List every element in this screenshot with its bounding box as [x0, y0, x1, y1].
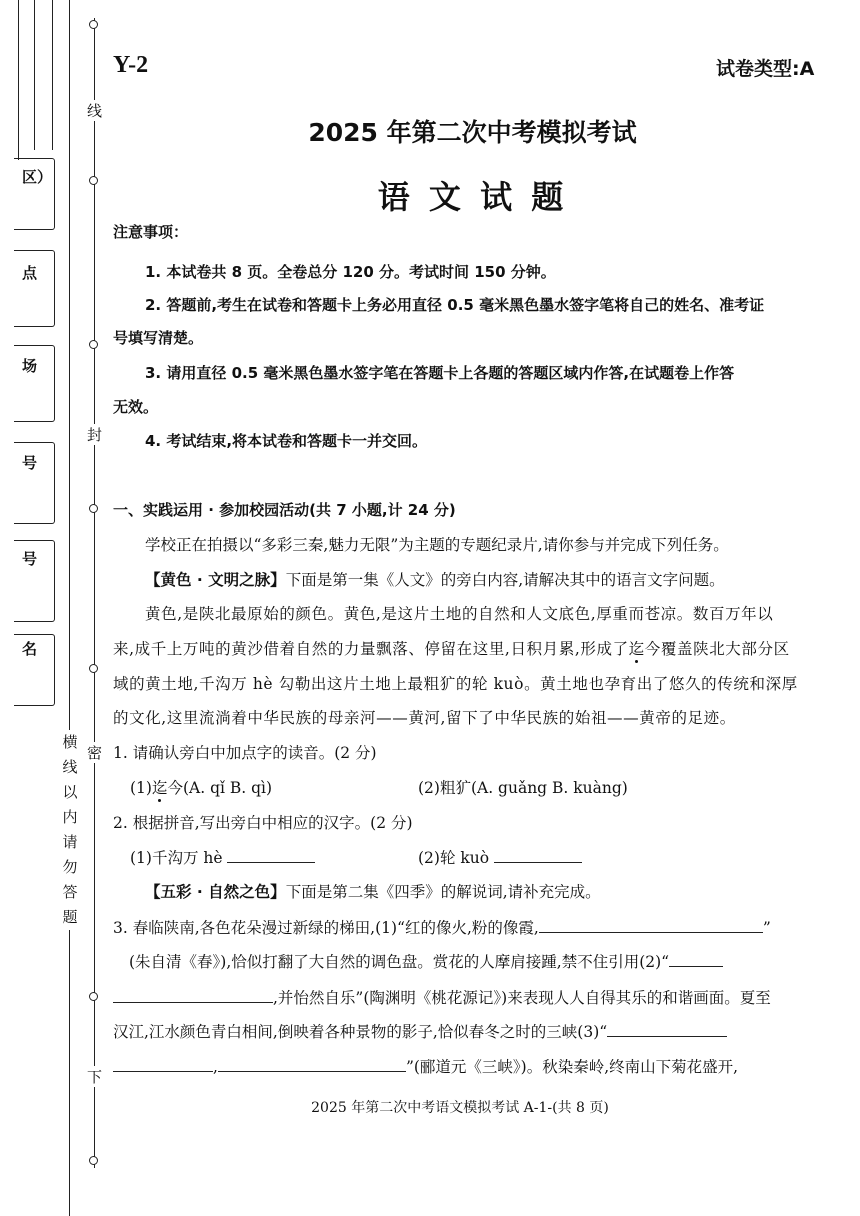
- question-2-part-a: [130, 848, 315, 868]
- cut-mark-xian: 线: [87, 102, 103, 120]
- field-label: 区）: [22, 168, 53, 186]
- binding-hole: [89, 504, 98, 513]
- question-3-line: [113, 1057, 738, 1077]
- binding-hole: [89, 664, 98, 673]
- margin-instruction: 横 线 以 内 请 勿 答 题: [61, 730, 79, 930]
- note-item: 1. 本试卷共 8 页。全卷总分 120 分。考试时间 150 分钟。: [145, 263, 556, 281]
- paper-code: Y-2: [113, 52, 149, 78]
- cut-mark-xia: 下: [87, 1068, 103, 1086]
- dotted-char: 迄: [628, 640, 645, 658]
- answer-blank[interactable]: [227, 848, 315, 863]
- part1-text: 下面是第一集《人文》的旁白内容,请解决其中的语言文字问题。: [285, 571, 725, 589]
- question-text: 汉江,江水颜色青白相间,倒映着各种景物的影子,恰似春冬之时的三峡(3)“: [113, 1023, 608, 1041]
- field-label: 号: [22, 550, 38, 568]
- answer-blank[interactable]: [113, 988, 273, 1003]
- answer-blank[interactable]: [607, 1022, 727, 1037]
- field-label: 场: [22, 357, 38, 375]
- note-item: 无效。: [113, 398, 159, 416]
- answer-blank[interactable]: [494, 848, 582, 863]
- notes-heading: 注意事项：: [113, 223, 189, 241]
- option-prefix: (1): [130, 779, 152, 797]
- question-text: 3. 春临陕南,各色花朵漫过新绿的梯田,(1)“红的像火,粉的像霞,: [113, 919, 539, 937]
- cut-mark-feng: 封: [87, 426, 103, 444]
- question-2-part-b: [418, 848, 582, 868]
- passage-text: 今覆盖陕北大部分区: [644, 640, 790, 658]
- subject-title: 语 文 试 题: [377, 178, 568, 216]
- question-text: ”(郦道元《三峡》)。秋染秦岭,终南山下菊花盛开,: [405, 1058, 739, 1076]
- cut-mark-mi: 密: [87, 744, 103, 762]
- binding-hole: [89, 20, 98, 29]
- answer-blank[interactable]: [218, 1057, 406, 1072]
- section-intro: 学校正在拍摄以“多彩三秦,魅力无限”为主题的专题纪录片,请你参与并完成下列任务。: [145, 536, 729, 554]
- page-footer: 2025 年第二次中考语文模拟考试 A-1-(共 8 页): [311, 1100, 609, 1116]
- option-text: 今(A. qǐ B. qì): [167, 779, 273, 797]
- question-text: ,并怡然自乐”(陶渊明《桃花源记》)来表现人人自得其乐的和谐画面。夏至: [273, 989, 771, 1007]
- question-1-option-a: [130, 778, 272, 798]
- part2-label: 【五彩 · 自然之色】: [145, 883, 286, 901]
- question-text: (朱自清《春》),恰似打翻了大自然的调色盘。赏花的人摩肩接踵,禁不住引用(2)“: [129, 953, 670, 971]
- passage-line: 域的黄土地,千沟万 hè 勾勒出这片土地上最粗犷的轮 kuò。黄土地也孕育出了悠久的传统和深厚: [113, 675, 798, 693]
- passage-line: [113, 639, 790, 659]
- field-label: 点: [22, 264, 38, 282]
- part1-label: 【黄色 · 文明之脉】: [145, 571, 286, 589]
- binding-hole: [89, 1156, 98, 1165]
- question-text: ,: [213, 1058, 218, 1076]
- question-1-stem: 1. 请确认旁白中加点字的读音。(2 分): [113, 744, 377, 762]
- note-item: 4. 考试结束,将本试卷和答题卡一并交回。: [145, 432, 428, 450]
- exam-title: 2025 年第二次中考模拟考试: [308, 118, 637, 147]
- field-label: 名: [22, 640, 38, 658]
- question-3-line: [113, 918, 771, 938]
- section-heading: 一、实践运用 · 参加校园活动(共 7 小题,计 24 分): [113, 501, 456, 519]
- answer-blank[interactable]: [539, 918, 763, 933]
- paper-type: 试卷类型:A: [716, 58, 815, 80]
- answer-blank[interactable]: [669, 952, 723, 967]
- binding-hole: [89, 992, 98, 1001]
- note-item: 3. 请用直径 0.5 毫米黑色墨水签字笔在答题卡上各题的答题区域内作答,在试题卷上作答: [145, 364, 735, 382]
- binding-hole: [89, 340, 98, 349]
- dotted-char: 迄: [151, 779, 168, 797]
- part2-heading: [145, 882, 601, 902]
- passage-text: 来,成千上万吨的黄沙借着自然的力量飘落、停留在这里,日积月累,形成了: [113, 640, 629, 658]
- note-item: 号填写清楚。: [113, 329, 204, 347]
- question-3-line: [113, 988, 771, 1008]
- question-text: ”: [762, 919, 771, 937]
- note-item: 2. 答题前,考生在试卷和答题卡上务必用直径 0.5 毫米黑色墨水签字笔将自己的姓名、准考证: [145, 296, 765, 314]
- passage-line: 黄色,是陕北最原始的颜色。黄色,是这片土地的自然和人文底色,厚重而苍凉。数百万年以: [145, 605, 774, 623]
- question-text: (2)轮 kuò: [418, 849, 490, 867]
- part1-heading: [145, 570, 725, 590]
- question-1-option-b: (2)粗犷(A. guǎng B. kuàng): [418, 779, 628, 797]
- field-label: 号: [22, 454, 38, 472]
- part2-text: 下面是第二集《四季》的解说词,请补充完成。: [285, 883, 601, 901]
- question-3-line: [113, 952, 723, 972]
- question-3-line: [113, 1022, 727, 1042]
- question-text: (1)千沟万 hè: [130, 849, 223, 867]
- answer-blank[interactable]: [113, 1057, 213, 1072]
- passage-line: 的文化,这里流淌着中华民族的母亲河——黄河,留下了中华民族的始祖——黄帝的足迹。: [113, 709, 736, 727]
- question-2-stem: 2. 根据拼音,写出旁白中相应的汉字。(2 分): [113, 814, 413, 832]
